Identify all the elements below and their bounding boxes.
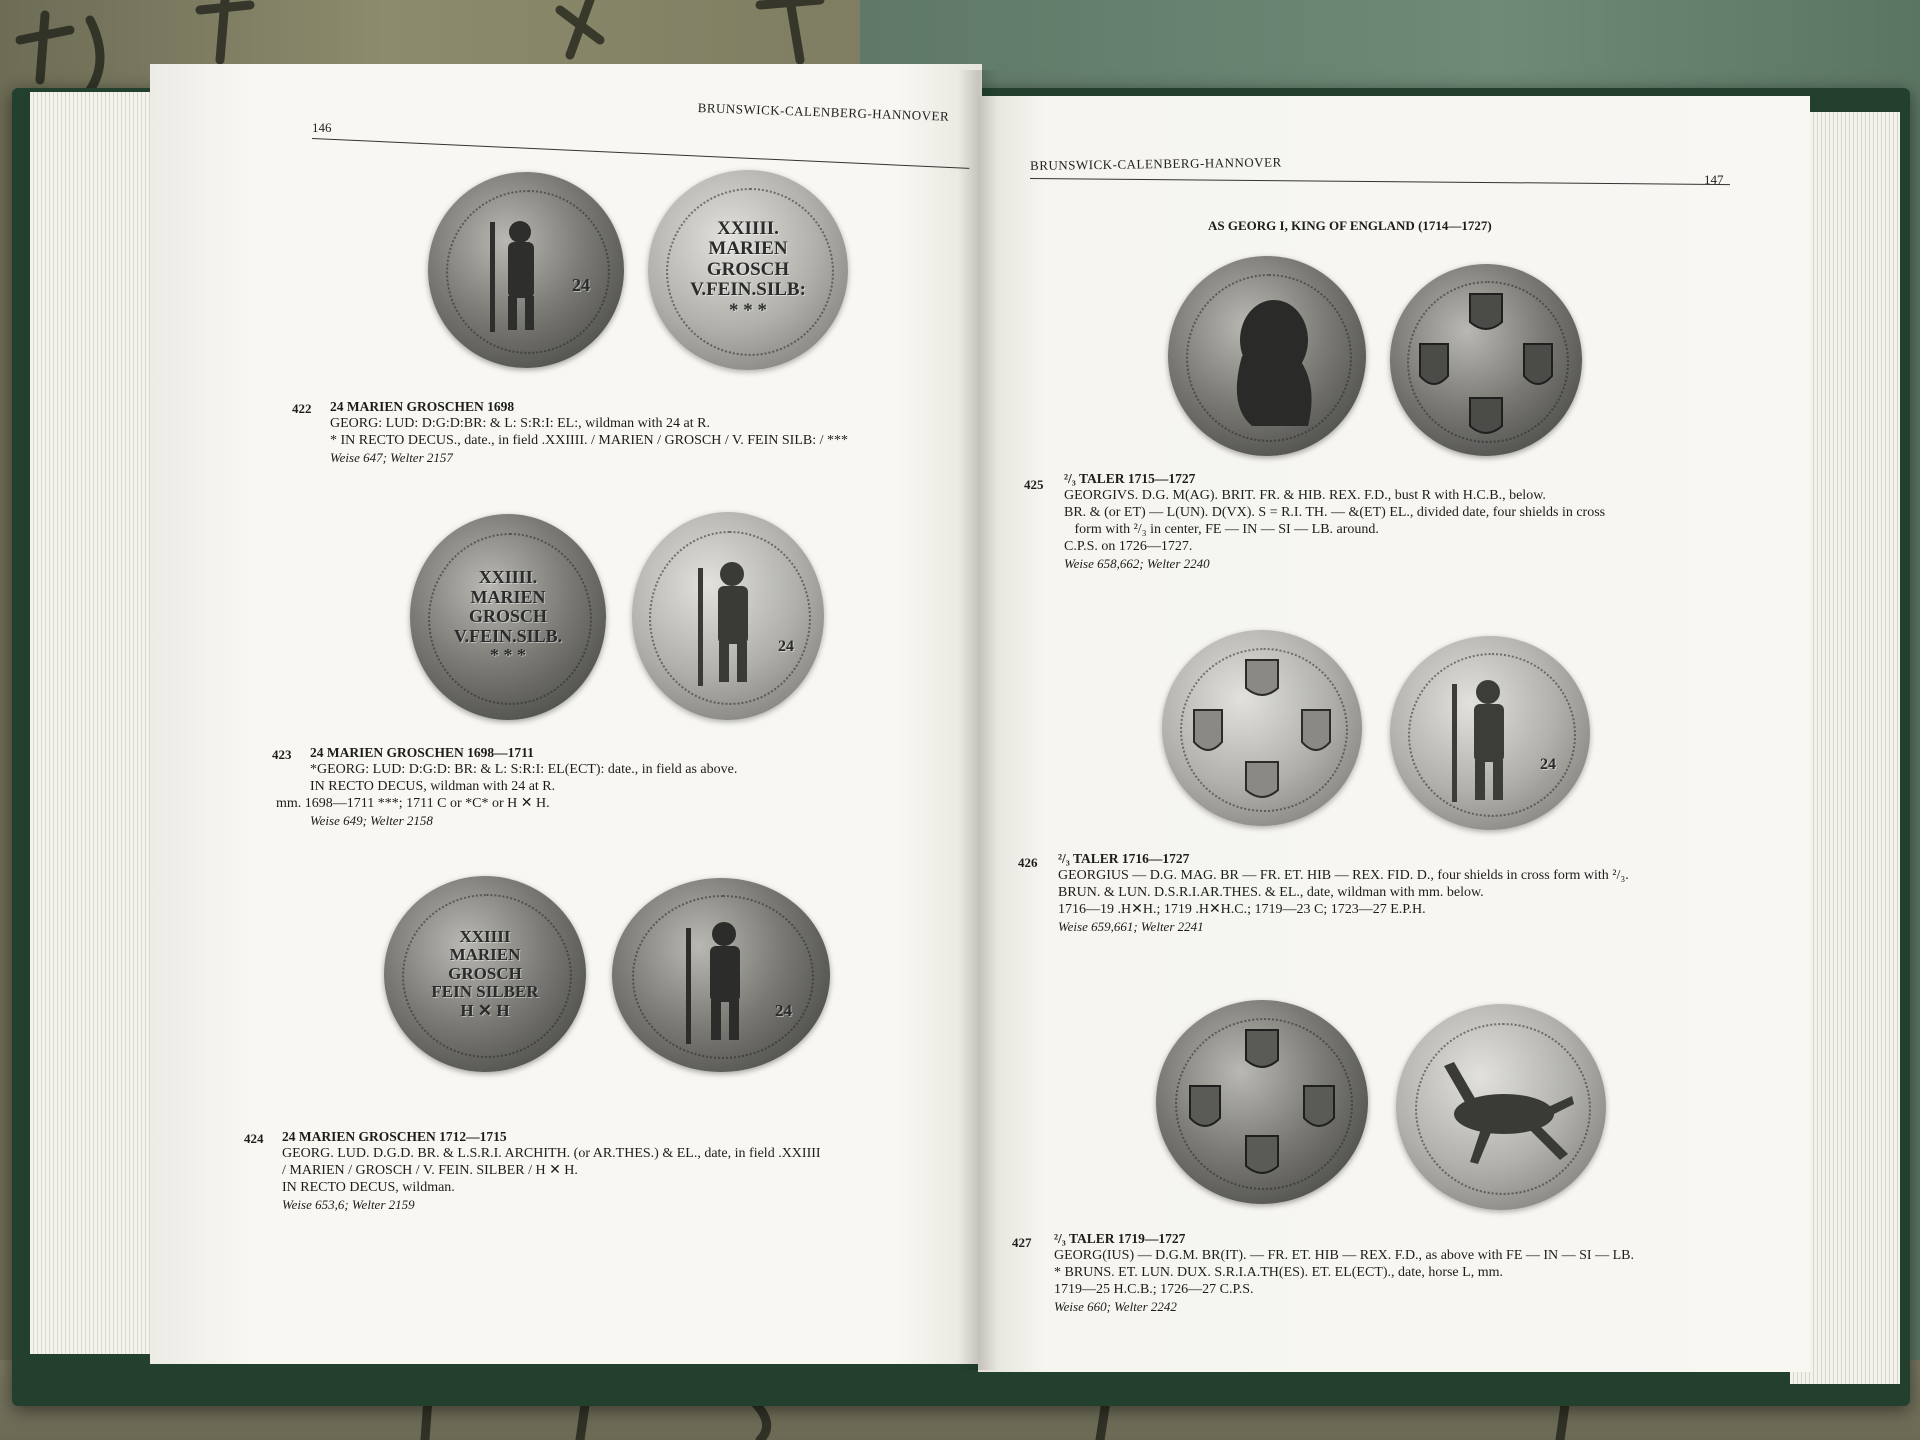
entry-title: 24 MARIEN GROSCHEN 1698 xyxy=(330,399,515,414)
entry-reference: Weise 660; Welter 2242 xyxy=(1054,1299,1177,1314)
left-page-number: 146 xyxy=(312,120,332,135)
four-shields-cross xyxy=(1162,630,1362,826)
entry-line: / MARIEN / GROSCH / V. FEIN. SILBER / H ✕ H. xyxy=(282,1163,578,1178)
catalog-entry-427 xyxy=(1012,1230,1792,1315)
entry-line: GEORG. LUD. D.G.D. BR. & L.S.R.I. ARCHITH. (or AR.THES.) & EL., date, in field .XXIIII xyxy=(282,1146,821,1161)
coin-value-label: 24 xyxy=(572,275,590,295)
book-gutter xyxy=(958,70,998,1370)
entry-line: IN RECTO DECUS, wildman with 24 at R. xyxy=(310,779,556,794)
coin-422-obverse xyxy=(428,172,624,368)
four-shields-cross xyxy=(1390,264,1582,456)
left-running-head: BRUNSWICK-CALENBERG-HANNOVER xyxy=(697,100,950,124)
entry-line: GEORG: LUD: D:G:D:BR: & L: S:R:I: EL:, wildman with 24 at R. xyxy=(330,416,710,431)
entry-reference: Weise 647; Welter 2157 xyxy=(330,450,453,465)
entry-title: ²/₃ TALER 1715—1727 xyxy=(1064,471,1196,486)
entry-number: 422 xyxy=(292,401,312,416)
section-title: AS GEORG I, KING OF ENGLAND (1714—1727) xyxy=(1208,218,1492,233)
four-shields-cross xyxy=(1156,1000,1368,1204)
right-page-number: 147 xyxy=(1704,172,1724,187)
entry-line: BRUN. & LUN. D.S.R.I.AR.THES. & EL., date, wildman with mm. below. xyxy=(1058,885,1484,900)
leaping-horse xyxy=(1396,1004,1606,1210)
bust-portrait xyxy=(1168,256,1366,456)
entry-reference: Weise 653,6; Welter 2159 xyxy=(282,1197,415,1212)
entry-line: GEORG(IUS) — D.G.M. BR(IT). — FR. ET. HIB — REX. F.D., as above with FE — IN — SI — LB. xyxy=(1054,1248,1634,1263)
entry-line: GEORGIVS. D.G. M(AG). BRIT. FR. & HIB. REX. F.D., bust R with H.C.B., below. xyxy=(1064,488,1546,503)
coin-425-obverse xyxy=(1168,256,1366,456)
entry-line: C.P.S. on 1726—1727. xyxy=(1064,539,1193,554)
coin-value-label: 24 xyxy=(1540,756,1556,773)
entry-title: ²/₃ TALER 1719—1727 xyxy=(1054,1231,1186,1246)
right-running-head: BRUNSWICK-CALENBERG-HANNOVER xyxy=(1030,154,1282,173)
catalog-entry-423 xyxy=(272,744,962,829)
entry-number: 423 xyxy=(272,747,292,762)
wildman-figure xyxy=(428,172,624,368)
coin-423-obverse xyxy=(410,514,606,720)
entry-number: 425 xyxy=(1024,477,1044,492)
coin-inscription: XXIIII. MARIEN GROSCH V.FEIN.SILB. * * * xyxy=(453,567,563,666)
entry-number: 426 xyxy=(1018,855,1038,870)
wildman-figure xyxy=(1390,636,1590,830)
entry-reference: Weise 659,661; Welter 2241 xyxy=(1058,919,1204,934)
coin-422-reverse xyxy=(648,170,848,370)
entry-line: * IN RECTO DECUS., date., in field .XXIIII. / MARIEN / GROSCH / V. FEIN SILB: / *** xyxy=(330,433,848,448)
coin-value-label: 24 xyxy=(775,1001,792,1020)
entry-title: 24 MARIEN GROSCHEN 1712—1715 xyxy=(282,1129,507,1144)
entry-line: IN RECTO DECUS, wildman. xyxy=(282,1180,455,1195)
entry-line: BR. & (or ET) — L(UN). D(VX). S = R.I. TH. — &(ET) EL., divided date, four shields in cross xyxy=(1064,505,1606,520)
coin-427-reverse xyxy=(1396,1004,1606,1210)
catalog-entry-424 xyxy=(244,1128,964,1213)
wildman-figure xyxy=(632,512,824,720)
entry-line: mm. 1698—1711 ***; 1711 C or *C* or H ✕ H. xyxy=(276,796,550,811)
entry-line: *GEORG: LUD: D:G:D: BR: & L: S:R:I: EL(ECT): date., in field as above. xyxy=(310,762,738,777)
catalog-entry-422 xyxy=(292,398,952,466)
coin-426-obverse xyxy=(1162,630,1362,826)
wildman-figure xyxy=(612,878,830,1072)
entry-reference: Weise 649; Welter 2158 xyxy=(310,813,433,828)
entry-line: 1719—25 H.C.B.; 1726—27 C.P.S. xyxy=(1054,1282,1254,1297)
coin-423-reverse xyxy=(632,512,824,720)
entry-title: 24 MARIEN GROSCHEN 1698—1711 xyxy=(310,745,534,760)
coin-426-reverse xyxy=(1390,636,1590,830)
coin-427-obverse xyxy=(1156,1000,1368,1204)
coin-value-label: 24 xyxy=(778,638,794,655)
entry-number: 424 xyxy=(244,1131,264,1146)
entry-line: form with ²/₃ in center, FE — IN — SI — LB. around. xyxy=(1064,522,1379,537)
catalog-entry-426 xyxy=(1018,850,1788,935)
coin-424-obverse xyxy=(384,876,586,1072)
coin-inscription: XXIIII. MARIEN GROSCH V.FEIN.SILB: * * * xyxy=(690,217,806,321)
entry-line: GEORGIUS — D.G. MAG. BR — FR. ET. HIB — REX. FID. D., four shields in cross form with ²/₃. xyxy=(1058,868,1629,883)
coin-425-reverse xyxy=(1390,264,1582,456)
entry-number: 427 xyxy=(1012,1235,1032,1250)
entry-line: 1716—19 .H✕H.; 1719 .H✕H.C.; 1719—23 C; 1723—27 E.P.H. xyxy=(1058,902,1426,917)
entry-reference: Weise 658,662; Welter 2240 xyxy=(1064,556,1210,571)
catalog-entry-425 xyxy=(1024,470,1784,572)
coin-424-reverse xyxy=(612,878,830,1072)
coin-inscription: XXIIII MARIEN GROSCH FEIN SILBER H ✕ H xyxy=(431,927,539,1020)
entry-title: ²/₃ TALER 1716—1727 xyxy=(1058,851,1190,866)
entry-line: * BRUNS. ET. LUN. DUX. S.R.I.A.TH(ES). ET. EL(ECT)., date, horse L, mm. xyxy=(1054,1265,1503,1280)
